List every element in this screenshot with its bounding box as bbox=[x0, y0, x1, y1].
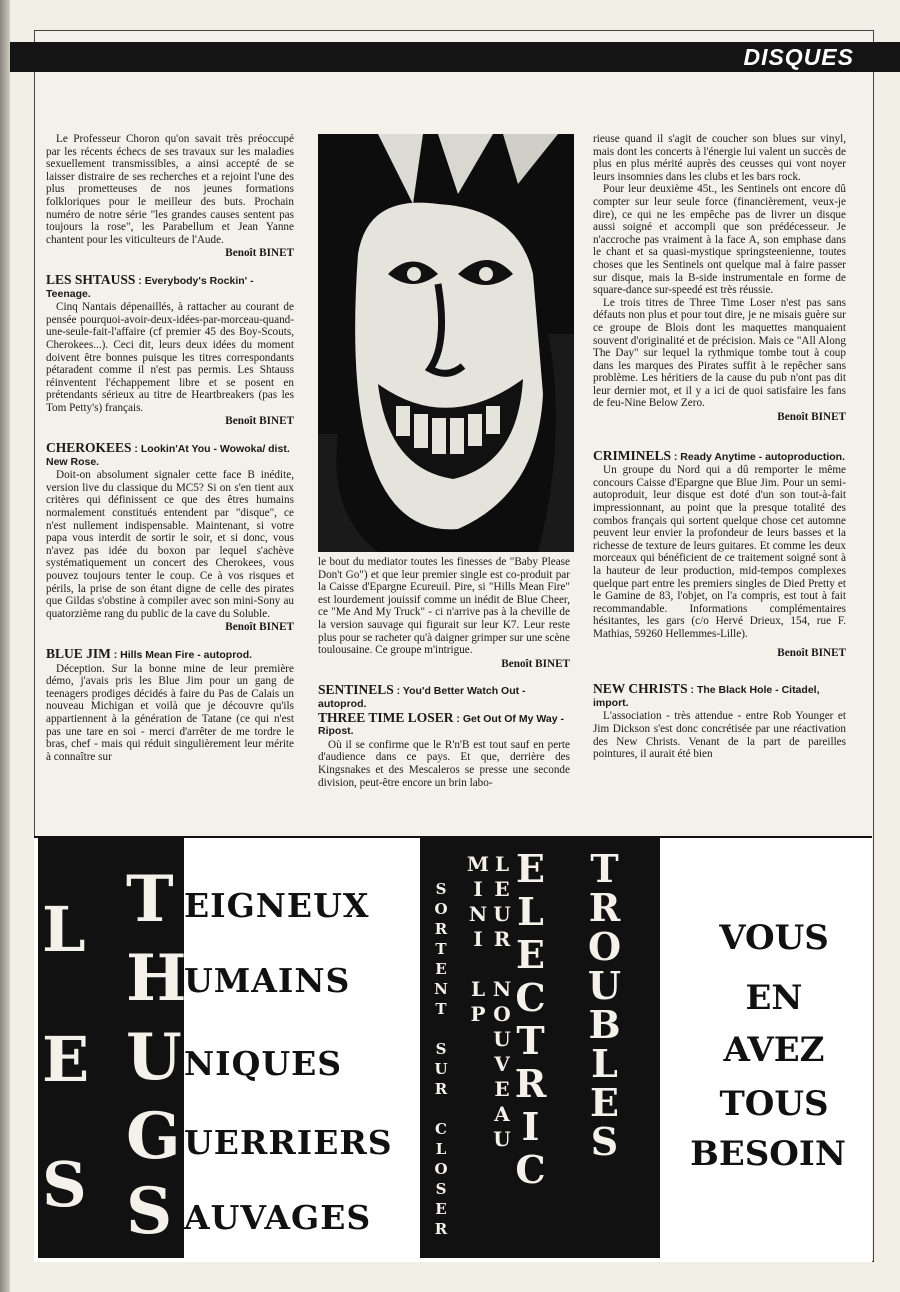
release-info: : You'd Better Watch Out - autoprod. bbox=[318, 685, 526, 710]
ad-thugs-initial: U bbox=[126, 1020, 182, 1095]
ad-thugs-initial: G bbox=[126, 1099, 181, 1174]
ad-vertical-label: SORTENT SUR CLOSER bbox=[432, 880, 450, 1240]
ad-thugs-word: NIQUES bbox=[184, 1044, 343, 1083]
band-photo-illustration bbox=[318, 134, 574, 552]
ad-thugs-word: UMAINS bbox=[184, 961, 351, 1000]
intro-paragraph: Le Professeur Choron qu'on savait très préoccupé par les récents échecs de ses travaux sur les maladies sexuellement transmissibles, a ainsi accepté de se laisser distraire de ses recherches et a rejoint l'une des plus prometteuses de nos jeunes formations folkloriques pour le meilleur des buts. Prochain numéro de notre série "les grandes causes sentent pas toujours la rose", les Parabellum et Jean Yanne chantent pour les viticulteurs de l'Aude. bbox=[46, 133, 294, 246]
review-heading-shtauss bbox=[46, 271, 294, 300]
ad-slogan-word: BESOIN bbox=[690, 1134, 846, 1174]
band-name: BLUE JIM bbox=[46, 645, 111, 661]
release-info: : Everybody's Rockin' - Teenage. bbox=[46, 274, 254, 300]
release-info: : The Black Hole - Citadel, import. bbox=[593, 684, 820, 709]
ad-thugs-initial: T bbox=[126, 862, 174, 937]
review-heading-criminels bbox=[593, 447, 846, 464]
band-name: CRIMINELS bbox=[593, 447, 672, 463]
ad-vertical-label: LEUR NOUVEAU MINI LP bbox=[466, 852, 514, 1152]
review-heading-cherokees bbox=[46, 442, 294, 468]
review-text: L'association - très attendue - entre Rob Younger et Jim Dickson s'est donc concrétisée par une réactivation des New Christs. Venant de la part de pareilles pointures, il aurait été bien bbox=[593, 710, 846, 761]
review-text: Déception. Sur la bonne mine de leur première démo, j'avais pris les Blue Jim pour un gang de teenagers prodiges décidés à faire du Pas de Calais un nouveau Michigan et voilà que je découvre qu'ils appartiennent à la génération de Tatane (ce qui n'est pas une tare en soi - merci d'arrêter de me tordre le bras, chef - mais qui réduit singulièrement leur mérite à connaître sur bbox=[46, 662, 294, 763]
review-text: Le trois titres de Three Time Loser n'est pas sans défauts non plus et pour tout dire, je ne misais guère sur ce groupe de Blois dont les maquettes manquaient souvent d'originalité et de précision. Mais ce "All Along The Day" sur lequel la rythmique tombe tout à coup dans les marques des Pirates suffit à le repêcher sans problème. Les héritiers de la cause du pub n'ont pas dit leur dernier mot, et il y a ici de quoi satisfaire les fans de feu-Nine Below Zero. bbox=[593, 296, 846, 410]
review-signature: Benoît BINET bbox=[225, 415, 294, 428]
ad-les-letter: E bbox=[42, 1023, 90, 1096]
release-info: : Hills Mean Fire - autoprod. bbox=[113, 648, 253, 661]
ad-les-letter: S bbox=[42, 1148, 87, 1221]
ad-thugs-word: EIGNEUX bbox=[184, 886, 370, 925]
review-heading-three-time-loser bbox=[318, 709, 570, 738]
review-signature: Benoît BINET bbox=[225, 621, 294, 634]
review-signature: Benoît BINET bbox=[777, 411, 846, 424]
ad-vertical-title: ELECTRIC bbox=[508, 846, 553, 1190]
release-info: : Ready Anytime - autoproduction. bbox=[673, 450, 846, 463]
page-spine bbox=[0, 0, 10, 1292]
band-name: LES SHTAUSS bbox=[46, 271, 136, 287]
band-name: CHEROKEES bbox=[46, 440, 132, 456]
column-middle bbox=[318, 556, 570, 789]
release-info: : Lookin'At You - Wowoka/ dist. New Rose. bbox=[46, 443, 290, 468]
band-name: SENTINELS bbox=[318, 682, 394, 698]
ad-les-letter: L bbox=[42, 893, 86, 966]
ad-thugs-word: UERRIERS bbox=[184, 1123, 393, 1162]
release-info: : Get Out Of My Way - Ripost. bbox=[318, 712, 564, 738]
review-text: Un groupe du Nord qui a dû remporter le même concours Caisse d'Epargne que Blue Jim. Pour un semi-autoproduit, leur disque est doté d'un son tout-à-fait impressionnant, au point que la presque totalité des combos français qui sortent quelque chose cet automne peuvent leur envier la profondeur de leurs basses et la richesse de texture de leurs guitares. Et comme les deux morceaux qui bénéficient de ce traitement soigné sont à la hauteur de leur production, mid-tempos complexes quelque part entre les premiers singles de Died Pretty et le Gamine de 83, l'objet, on l'a compris, est tout à fait recommandable. Informations complémentaires hésitantes, les gars (c/o Hervé Drieux, 154, rue F. Mathias, 59260 Hellemmes-Lille). bbox=[593, 464, 846, 640]
review-heading-blue-jim bbox=[46, 645, 294, 662]
review-heading-new-christs bbox=[593, 683, 846, 709]
ad-thugs-initial: S bbox=[126, 1174, 173, 1249]
review-heading-sentinels bbox=[318, 684, 570, 710]
band-name: THREE TIME LOSER bbox=[318, 709, 454, 725]
section-title: DISQUES bbox=[743, 44, 854, 70]
review-text-continued: le bout du mediator toutes les finesses de "Baby Please Don't Go") et que leur premier single est co-produit par la Caisse d'Epargne Ecureuil. Pire, si "Hills Mean Fire" est lourdement jouissif comme un inédit de Blue Cheer, ce "Me And My Truck" - ci n'arrive pas à la cheville de la version sauvage qui figurait sur leur K7. Leur reste plus pour se racheter qu'à daigner grimper sur une scène toulousaine. Ce groupe m'intrigue. bbox=[318, 556, 570, 657]
band-name: NEW CHRISTS bbox=[593, 681, 688, 697]
review-text: Cinq Nantais dépenaillés, à rattacher au courant de pensée pourquoi-avoir-deux-idées-par-morceau-quand-une-seule-fait-l'affaire (cf premier 45 des Boy-Scouts, Cherokees...). Ceci dit, leurs deux idées du moment doivent être bonnes puisque les titres correspondants pétaradent comme il n'est pas permis. Les Shtauss réinventent l'échappement libre et se posent en prétendants sérieux au titre de Heartbreakers (pas les Tom Petty's) français. bbox=[46, 301, 294, 414]
review-signature: Benoît BINET bbox=[777, 646, 846, 659]
ad-slogan-word: EN bbox=[745, 978, 803, 1018]
ad-thugs-initial: H bbox=[126, 941, 187, 1016]
review-text: Doit-on absolument signaler cette face B inédite, version live du classique du MC5? Si on s'en tient aux critères qui définissent ce que des êtres humains normalement constitués entendent par "disque", ce n'est nullement indispensable. Maintenant, si votre papa vous interdit de sortir le soir, et si donc, vous n'avez pas idée du boxon par lequel s'achève systématiquement un concert des Cherokees, vous pouvez toujours tenter le coup. Ce à vos risques et périls, la prise de son étant digne de celle des pirates que Gildas s'obstine à compiler avec son mini-Sony au quatorzième rang du public de la cave du Soluble. bbox=[46, 469, 294, 620]
review-signature: Benoît BINET bbox=[225, 247, 294, 260]
ad-slogan-word: TOUS bbox=[719, 1084, 829, 1124]
column-right bbox=[593, 133, 846, 761]
review-text: Où il se confirme que le R'n'B est tout sauf en perte d'audience dans ce pays. Et que, derrière des Kingsnakes et des Mescaleros se presse une seconde division, peut-être encore un brin labo- bbox=[318, 738, 570, 789]
ad-vertical-title: TROUBLES bbox=[582, 846, 627, 1158]
advertisement-les-thugs bbox=[34, 836, 872, 1262]
ad-slogan-word: AVEZ bbox=[723, 1030, 825, 1070]
review-signature: Benoît BINET bbox=[501, 657, 570, 670]
ad-slogan-word: VOUS bbox=[719, 918, 829, 958]
grinning-face-illustration bbox=[318, 134, 574, 552]
ad-thugs-word: AUVAGES bbox=[184, 1198, 372, 1237]
review-text: Pour leur deuxième 45t., les Sentinels ont encore dû compter sur leur seule force (financièrement, veux-je dire), ce qui ne les empêche pas de livrer un disque aussi soigné et accompli que son prédécesseur. Je n'accroche pas vraiment à la face A, son emphase dans le chant et sa quasi-mystique springsteenienne, toutes choses que les Sentinels ont quelque mal à faire passer sur disque, mais la B-side instrumentale en forme de square-dance sur-speedé est très réussie. bbox=[593, 183, 846, 297]
review-text-continued: rieuse quand il s'agit de coucher son blues sur vinyl, mais dont les concerts à l'énergie lui valent un succès de plus en plus mérité auprès des ceusses qui vont noyer leurs insomnies dans les clubs et les bars rock. bbox=[593, 133, 846, 183]
column-left bbox=[46, 133, 294, 763]
